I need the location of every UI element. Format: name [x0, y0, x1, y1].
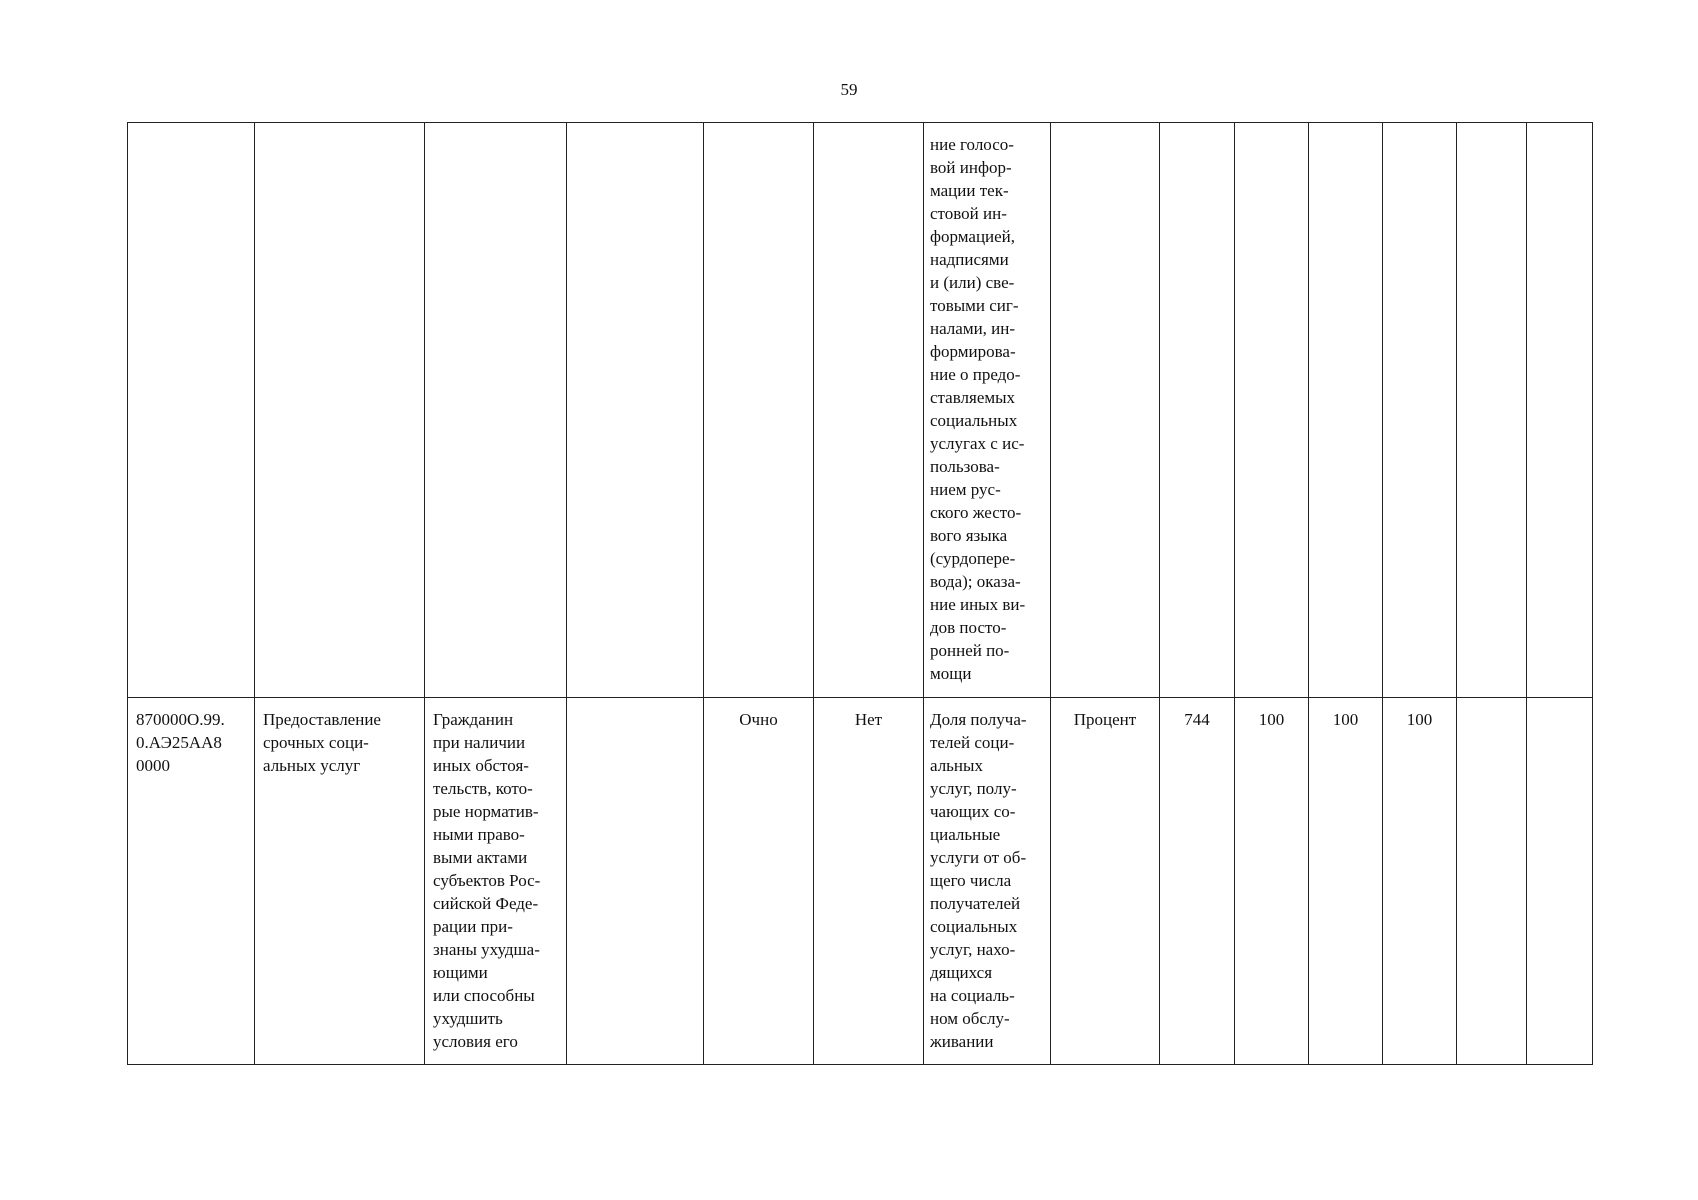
- cell-value-2: [1309, 123, 1383, 698]
- cell-form: Очно: [704, 698, 814, 1065]
- cell-indicator: ние голосо- вой инфор- мации тек- стовой ин- формацией, надписями и (или) све- товыми сиг- налами, ин- формирова- ние о предо- ставляемых социальных услугах с ис- пользова- нием рус- ского жесто- вого языка (сурдопере- вода); оказа- ние иных ви- дов посто- ронней по- мощи: [924, 123, 1051, 698]
- cell-recipient-category: [425, 123, 567, 698]
- cell-value-3: 100: [1383, 698, 1457, 1065]
- cell-indicator: Доля получа- телей соци- альных услуг, полу- чающих со- циальные услуги от об- щего числа получателей социальных услуг, нахо- дящихся на социаль- ном обслу- живании: [924, 698, 1051, 1065]
- cell-value-4: [1457, 123, 1527, 698]
- cell-unit: Процент: [1051, 698, 1160, 1065]
- cell-form: [704, 123, 814, 698]
- cell-empty-4: [567, 123, 704, 698]
- cell-empty-4: [567, 698, 704, 1065]
- page-number: 59: [840, 80, 858, 99]
- cell-unit: [1051, 123, 1160, 698]
- cell-service-name: [255, 123, 425, 698]
- cell-okei-code: [1160, 123, 1235, 698]
- table-row: [128, 698, 1593, 1065]
- cell-code: 870000О.99. 0.АЭ25АА8 0000: [128, 698, 255, 1065]
- document-table-wrapper: [127, 122, 1592, 1065]
- cell-recipient-category: Гражданин при наличии иных обстоя- тельств, кото- рые норматив- ными право- выми актами субъектов Рос- сийской Феде- рации при- знаны ухудша- ющими или способны ухудшить условия его: [425, 698, 567, 1065]
- cell-value-4: [1457, 698, 1527, 1065]
- cell-value-2: 100: [1309, 698, 1383, 1065]
- cell-value-5: [1527, 698, 1593, 1065]
- cell-value-3: [1383, 123, 1457, 698]
- cell-value-1: [1235, 123, 1309, 698]
- cell-col6: [814, 123, 924, 698]
- cell-value-1: 100: [1235, 698, 1309, 1065]
- cell-value-5: [1527, 123, 1593, 698]
- services-table: [127, 122, 1593, 1065]
- table-row: [128, 123, 1593, 698]
- cell-code: [128, 123, 255, 698]
- cell-service-name: Предоставление срочных соци- альных услуг: [255, 698, 425, 1065]
- cell-col6: Нет: [814, 698, 924, 1065]
- cell-okei-code: 744: [1160, 698, 1235, 1065]
